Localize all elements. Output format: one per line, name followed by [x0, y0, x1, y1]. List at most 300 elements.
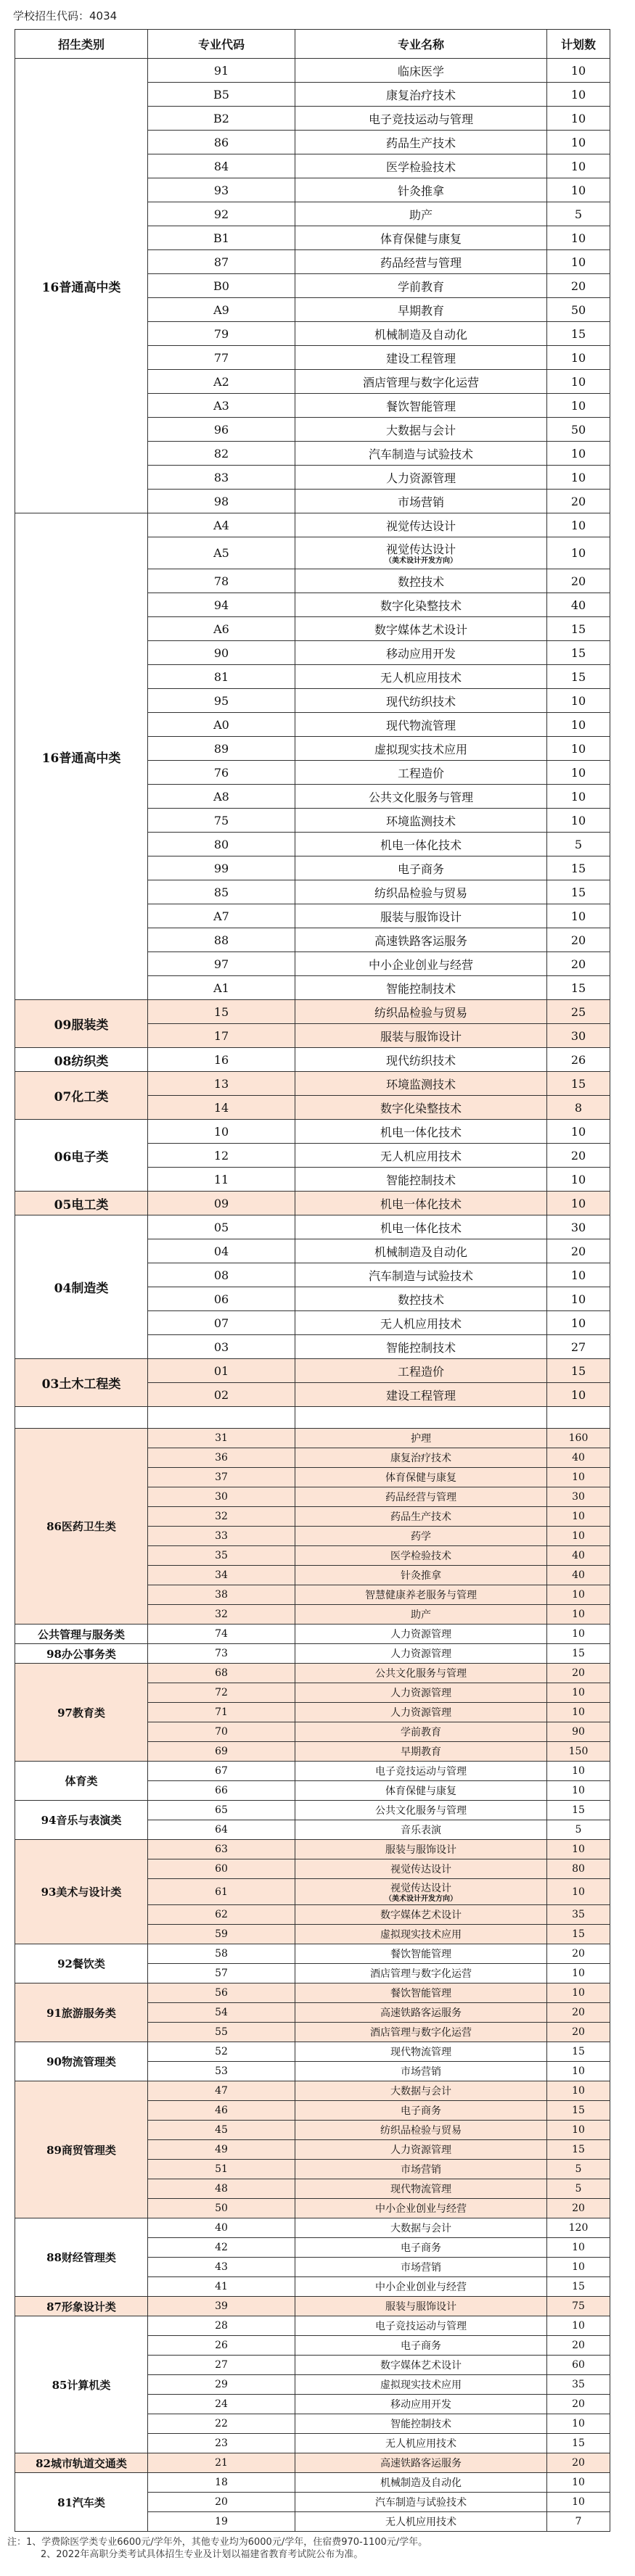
plan-count: 20 — [547, 2199, 610, 2218]
table-row — [148, 466, 610, 490]
table-row — [148, 1703, 610, 1722]
table-row — [148, 226, 610, 250]
plan-count: 15 — [547, 1925, 610, 1944]
major-code: 14 — [148, 1096, 295, 1120]
category-rows — [148, 1801, 610, 1840]
plan-count: 10 — [547, 178, 610, 202]
major-name-text: 护理 — [411, 1433, 431, 1445]
category-cell: 89商贸管理类 — [15, 2081, 148, 2218]
major-name-text: 环境监测技术 — [385, 1077, 456, 1091]
major-code: 36 — [148, 1448, 295, 1468]
plan-count: 10 — [547, 2238, 610, 2258]
table-row — [148, 1215, 610, 1239]
major-name-text: 电子竞技运动与管理 — [375, 1766, 467, 1778]
plan-count: 8 — [547, 1096, 610, 1120]
major-code: 22 — [148, 2414, 295, 2434]
major-name — [295, 593, 547, 617]
category-rows — [148, 1215, 610, 1359]
major-name-text: 电子竞技运动与管理 — [368, 112, 473, 126]
plan-count: 10 — [547, 107, 610, 131]
plan-count: 20 — [547, 2453, 610, 2473]
category-rows — [148, 1664, 610, 1762]
table-row — [148, 809, 610, 833]
table-row — [148, 2453, 610, 2473]
major-name-text: 数字媒体艺术设计 — [380, 2360, 462, 2371]
category-group — [15, 1429, 610, 1625]
major-name-text: 药品经营与管理 — [385, 1492, 456, 1503]
category-rows — [148, 1048, 610, 1072]
plan-count: 15 — [547, 2140, 610, 2160]
major-name-text: 餐饮智能管理 — [385, 399, 456, 413]
major-name-text: 服装与服饰设计 — [380, 909, 462, 924]
major-name-text: 公共文化服务与管理 — [375, 1805, 467, 1817]
category-rows — [148, 2218, 610, 2297]
major-name — [295, 1024, 547, 1048]
table-row — [148, 880, 610, 904]
major-name-text: 汽车制造与试验技术 — [368, 447, 473, 461]
plan-count: 10 — [547, 2081, 610, 2101]
major-code: 64 — [148, 1820, 295, 1840]
category-cell: 94音乐与表演类 — [15, 1801, 148, 1840]
table-row — [148, 1585, 610, 1605]
header-plan-count: 计划数 — [547, 30, 610, 59]
table-row — [148, 641, 610, 665]
empty-cell — [547, 1407, 610, 1429]
plan-count: 20 — [547, 2395, 610, 2414]
table-row — [148, 178, 610, 202]
empty-cell — [15, 1407, 148, 1429]
category-cell: 07化工类 — [15, 1072, 148, 1120]
plan-count: 5 — [547, 1820, 610, 1840]
plan-count: 10 — [547, 2493, 610, 2512]
plan-count: 10 — [547, 2414, 610, 2434]
plan-count: 15 — [547, 2101, 610, 2121]
major-name — [295, 2356, 547, 2375]
table-row — [148, 2101, 610, 2121]
plan-count: 150 — [547, 1742, 610, 1762]
category-rows — [148, 1359, 610, 1407]
table-row — [148, 2375, 610, 2395]
major-code: 32 — [148, 1605, 295, 1625]
major-name — [295, 2199, 547, 2218]
major-code: 91 — [148, 59, 295, 83]
category-group — [15, 1120, 610, 1192]
plan-count: 5 — [547, 2179, 610, 2199]
major-name-note: （美术设计开发方向） — [385, 557, 457, 565]
category-group — [15, 2042, 610, 2081]
category-cell: 82城市轨道交通类 — [15, 2453, 148, 2473]
table-row — [148, 2473, 610, 2493]
table-row — [148, 131, 610, 154]
table-row — [148, 83, 610, 107]
major-code: 74 — [148, 1625, 295, 1644]
major-name — [295, 1144, 547, 1168]
major-name — [295, 617, 547, 641]
major-code: 19 — [148, 2512, 295, 2532]
category-cell: 体育类 — [15, 1762, 148, 1801]
plan-count: 15 — [547, 2042, 610, 2062]
plan-count: 15 — [547, 1801, 610, 1820]
major-name — [295, 1429, 547, 1448]
major-code: 58 — [148, 1944, 295, 1964]
major-name-text: 智能控制技术 — [385, 1173, 456, 1187]
table-row — [148, 1048, 610, 1072]
table-row — [148, 928, 610, 952]
major-code: 69 — [148, 1742, 295, 1762]
category-cell: 06电子类 — [15, 1120, 148, 1192]
table-row — [148, 1507, 610, 1527]
category-group — [15, 1072, 610, 1120]
major-name — [295, 322, 547, 346]
major-code: 97 — [148, 952, 295, 976]
major-name — [295, 2453, 547, 2473]
major-code: 41 — [148, 2277, 295, 2297]
category-cell: 91旅游服务类 — [15, 1983, 148, 2042]
plan-count: 10 — [547, 513, 610, 537]
major-name — [295, 904, 547, 928]
major-code: 71 — [148, 1703, 295, 1722]
major-name — [295, 833, 547, 856]
table-row — [148, 107, 610, 131]
category-group — [15, 59, 610, 513]
major-name — [295, 665, 547, 689]
plan-count: 10 — [547, 761, 610, 785]
major-name — [295, 809, 547, 833]
major-name — [295, 370, 547, 394]
category-group — [15, 1644, 610, 1664]
major-name — [295, 689, 547, 713]
major-name-text: 针灸推拿 — [401, 1570, 441, 1582]
major-name — [295, 856, 547, 880]
major-name-note: （美术设计开发方向） — [385, 1894, 457, 1903]
table-row — [148, 2356, 610, 2375]
major-name-text: 虚拟现实技术应用 — [380, 1929, 462, 1941]
major-name — [295, 976, 547, 1000]
major-code: B0 — [148, 274, 295, 298]
major-name-text: 纺织品检验与贸易 — [380, 2125, 462, 2137]
major-name-text: 数字化染整技术 — [380, 1101, 462, 1115]
major-name — [295, 1983, 547, 2003]
table-row — [148, 2512, 610, 2532]
major-code: 87 — [148, 250, 295, 274]
table-row — [148, 1263, 610, 1287]
major-code: 32 — [148, 1507, 295, 1527]
plan-count: 20 — [547, 2003, 610, 2023]
major-name-text: 工程造价 — [397, 1364, 444, 1379]
major-name — [295, 2512, 547, 2532]
major-name-text: 视觉传达设计 — [390, 1882, 451, 1894]
category-rows — [148, 2297, 610, 2316]
table-row — [148, 1120, 610, 1144]
major-name-text: 高速铁路客运服务 — [380, 2007, 462, 2019]
major-code: 61 — [148, 1879, 295, 1905]
major-name-text: 机电一体化技术 — [380, 838, 462, 852]
major-name-text: 建设工程管理 — [385, 1388, 456, 1403]
plan-count: 30 — [547, 1024, 610, 1048]
major-name-text: 机电一体化技术 — [380, 1221, 462, 1235]
plan-count: 10 — [547, 2062, 610, 2081]
major-name — [295, 2042, 547, 2062]
table-row — [148, 1383, 610, 1407]
category-cell: 81汽车类 — [15, 2473, 148, 2532]
plan-count: 10 — [547, 737, 610, 761]
table-row — [148, 2023, 610, 2042]
major-name-text: 餐饮智能管理 — [390, 1949, 451, 1960]
category-cell: 85计算机类 — [15, 2316, 148, 2453]
major-name — [295, 59, 547, 83]
table-row — [148, 785, 610, 809]
major-code: 80 — [148, 833, 295, 856]
major-name-text: 人力资源管理 — [390, 2144, 451, 2156]
plan-count: 20 — [547, 2336, 610, 2356]
major-name — [295, 1703, 547, 1722]
major-name-text: 体育保健与康复 — [385, 1786, 456, 1797]
major-code: B5 — [148, 83, 295, 107]
major-code: A7 — [148, 904, 295, 928]
major-name — [295, 537, 547, 569]
major-code: 94 — [148, 593, 295, 617]
major-name-text: 人力资源管理 — [390, 1648, 451, 1660]
major-name — [295, 1239, 547, 1263]
major-name — [295, 1383, 547, 1407]
major-name — [295, 2238, 547, 2258]
major-code: 08 — [148, 1263, 295, 1287]
category-group — [15, 513, 610, 1000]
plan-count: 10 — [547, 1263, 610, 1287]
table-row — [148, 2395, 610, 2414]
major-name — [295, 1215, 547, 1239]
major-name-text: 智慧健康养老服务与管理 — [365, 1590, 477, 1601]
major-name-text: 环境监测技术 — [385, 814, 456, 828]
major-name — [295, 1905, 547, 1925]
plan-count: 5 — [547, 2160, 610, 2179]
major-name-text: 机械制造及自动化 — [380, 2477, 462, 2489]
plan-count: 20 — [547, 1144, 610, 1168]
major-code: 67 — [148, 1762, 295, 1781]
major-code: 04 — [148, 1239, 295, 1263]
major-name — [295, 1335, 547, 1359]
plan-count: 26 — [547, 1048, 610, 1072]
major-name-text: 无人机应用技术 — [380, 670, 462, 685]
table-row — [148, 593, 610, 617]
major-code: 54 — [148, 2003, 295, 2023]
plan-count: 10 — [547, 1703, 610, 1722]
table-row — [148, 2277, 610, 2297]
major-code: 45 — [148, 2121, 295, 2140]
major-code: 21 — [148, 2453, 295, 2473]
major-code: A1 — [148, 976, 295, 1000]
category-rows — [148, 1429, 610, 1625]
major-name — [295, 713, 547, 737]
plan-count: 20 — [547, 490, 610, 513]
category-rows — [148, 59, 610, 513]
plan-count: 10 — [547, 226, 610, 250]
major-name — [295, 1000, 547, 1024]
plan-count: 10 — [547, 1168, 610, 1192]
major-name — [295, 2434, 547, 2453]
category-cell: 05电工类 — [15, 1192, 148, 1215]
plan-count: 20 — [547, 1944, 610, 1964]
major-name-text: 针灸推拿 — [397, 183, 444, 198]
table-row — [148, 1644, 610, 1664]
major-name-text: 临床医学 — [397, 64, 444, 78]
category-group — [15, 1762, 610, 1801]
table-row — [148, 569, 610, 593]
table-row — [148, 1527, 610, 1546]
major-name-text: 市场营销 — [401, 2262, 441, 2274]
major-name — [295, 1625, 547, 1644]
category-rows — [148, 1944, 610, 1983]
category-cell: 90物流管理类 — [15, 2042, 148, 2081]
plan-count: 10 — [547, 1311, 610, 1335]
table-row — [148, 346, 610, 370]
plan-count: 10 — [547, 1287, 610, 1311]
category-group — [15, 1944, 610, 1983]
major-code: 49 — [148, 2140, 295, 2160]
category-rows — [148, 1192, 610, 1215]
major-code: 83 — [148, 466, 295, 490]
plan-count: 10 — [547, 537, 610, 569]
table-row — [148, 2140, 610, 2160]
table-row — [148, 2160, 610, 2179]
table-row — [148, 2179, 610, 2199]
table-row — [148, 761, 610, 785]
plan-count: 10 — [547, 785, 610, 809]
table-row — [148, 59, 610, 83]
plan-count: 50 — [547, 298, 610, 322]
major-name — [295, 178, 547, 202]
major-name-text: 中小企业创业与经营 — [368, 957, 473, 972]
plan-count: 20 — [547, 569, 610, 593]
school-code-title: 学校招生代码：4034 — [13, 9, 118, 22]
major-name — [295, 1096, 547, 1120]
plan-count: 20 — [547, 274, 610, 298]
table-row — [148, 250, 610, 274]
major-name-text: 机械制造及自动化 — [374, 327, 467, 342]
category-group — [15, 1359, 610, 1407]
table-row — [148, 737, 610, 761]
major-name — [295, 2140, 547, 2160]
category-cell: 04制造类 — [15, 1215, 148, 1359]
major-code: 03 — [148, 1335, 295, 1359]
major-name-text: 虚拟现实技术应用 — [374, 742, 467, 756]
major-name-text: 中小企业创业与经营 — [375, 2203, 467, 2215]
major-name-text: 机电一体化技术 — [380, 1197, 462, 1211]
major-code: 48 — [148, 2179, 295, 2199]
major-code: 31 — [148, 1429, 295, 1448]
major-code: 38 — [148, 1585, 295, 1605]
major-code: 79 — [148, 322, 295, 346]
major-name — [295, 1120, 547, 1144]
plan-count: 35 — [547, 2375, 610, 2395]
table-row — [148, 1905, 610, 1925]
major-name-text: 助产 — [409, 207, 433, 222]
plan-count: 10 — [547, 1840, 610, 1859]
plan-count: 10 — [547, 1527, 610, 1546]
major-code: 33 — [148, 1527, 295, 1546]
major-name-text: 机电一体化技术 — [380, 1125, 462, 1139]
major-code: 39 — [148, 2297, 295, 2316]
major-code: 20 — [148, 2493, 295, 2512]
major-name — [295, 466, 547, 490]
plan-count: 40 — [547, 1546, 610, 1566]
major-code: 92 — [148, 202, 295, 226]
major-code: 89 — [148, 737, 295, 761]
major-code: 52 — [148, 2042, 295, 2062]
major-name — [295, 2493, 547, 2512]
major-name-text: 早期教育 — [397, 303, 444, 318]
table-row — [148, 1762, 610, 1781]
major-name-text: 药品生产技术 — [390, 1511, 451, 1523]
table-row — [148, 2121, 610, 2140]
table-row — [148, 2336, 610, 2356]
table-row — [148, 1546, 610, 1566]
major-name-text: 服装与服饰设计 — [385, 2301, 456, 2313]
major-code: 15 — [148, 1000, 295, 1024]
major-name — [295, 2003, 547, 2023]
major-code: A9 — [148, 298, 295, 322]
major-name-text: 工程造价 — [397, 766, 444, 780]
major-name-text: 市场营销 — [401, 2066, 441, 2078]
major-name-text: 数字媒体艺术设计 — [374, 622, 467, 637]
major-name-text: 建设工程管理 — [385, 351, 456, 366]
plan-count: 10 — [547, 1192, 610, 1215]
major-code: 50 — [148, 2199, 295, 2218]
plan-count: 10 — [547, 1762, 610, 1781]
major-name-text: 高速铁路客运服务 — [380, 2458, 462, 2469]
major-name — [295, 1644, 547, 1664]
major-name — [295, 1287, 547, 1311]
major-name — [295, 1742, 547, 1762]
table-row — [148, 442, 610, 466]
table-row — [148, 537, 610, 569]
plan-count: 5 — [547, 833, 610, 856]
table-row — [148, 1722, 610, 1742]
table-row — [148, 1024, 610, 1048]
plan-count: 10 — [547, 1120, 610, 1144]
header-category: 招生类别 — [15, 30, 148, 59]
table-row — [148, 1311, 610, 1335]
major-name — [295, 2395, 547, 2414]
table-row — [148, 418, 610, 442]
major-code: 60 — [148, 1859, 295, 1879]
major-code: 77 — [148, 346, 295, 370]
major-name — [295, 1722, 547, 1742]
category-group — [15, 1625, 610, 1644]
category-group — [15, 1840, 610, 1944]
plan-count: 15 — [547, 1644, 610, 1664]
major-code: 70 — [148, 1722, 295, 1742]
major-name — [295, 2277, 547, 2297]
table-row — [148, 202, 610, 226]
major-code: 34 — [148, 1566, 295, 1585]
table-row — [148, 1487, 610, 1507]
plan-count: 7 — [547, 2512, 610, 2532]
plan-count: 20 — [547, 928, 610, 952]
major-code: 40 — [148, 2218, 295, 2238]
plan-count: 10 — [547, 1983, 610, 2003]
plan-count: 15 — [547, 641, 610, 665]
major-code: A4 — [148, 513, 295, 537]
major-name — [295, 1072, 547, 1096]
major-code: 56 — [148, 1983, 295, 2003]
plan-count: 30 — [547, 1215, 610, 1239]
table-row — [148, 2258, 610, 2277]
major-name-text: 虚拟现实技术应用 — [380, 2379, 462, 2391]
footnotes — [7, 2536, 631, 2561]
category-group — [15, 1664, 610, 1762]
major-name — [295, 1762, 547, 1781]
